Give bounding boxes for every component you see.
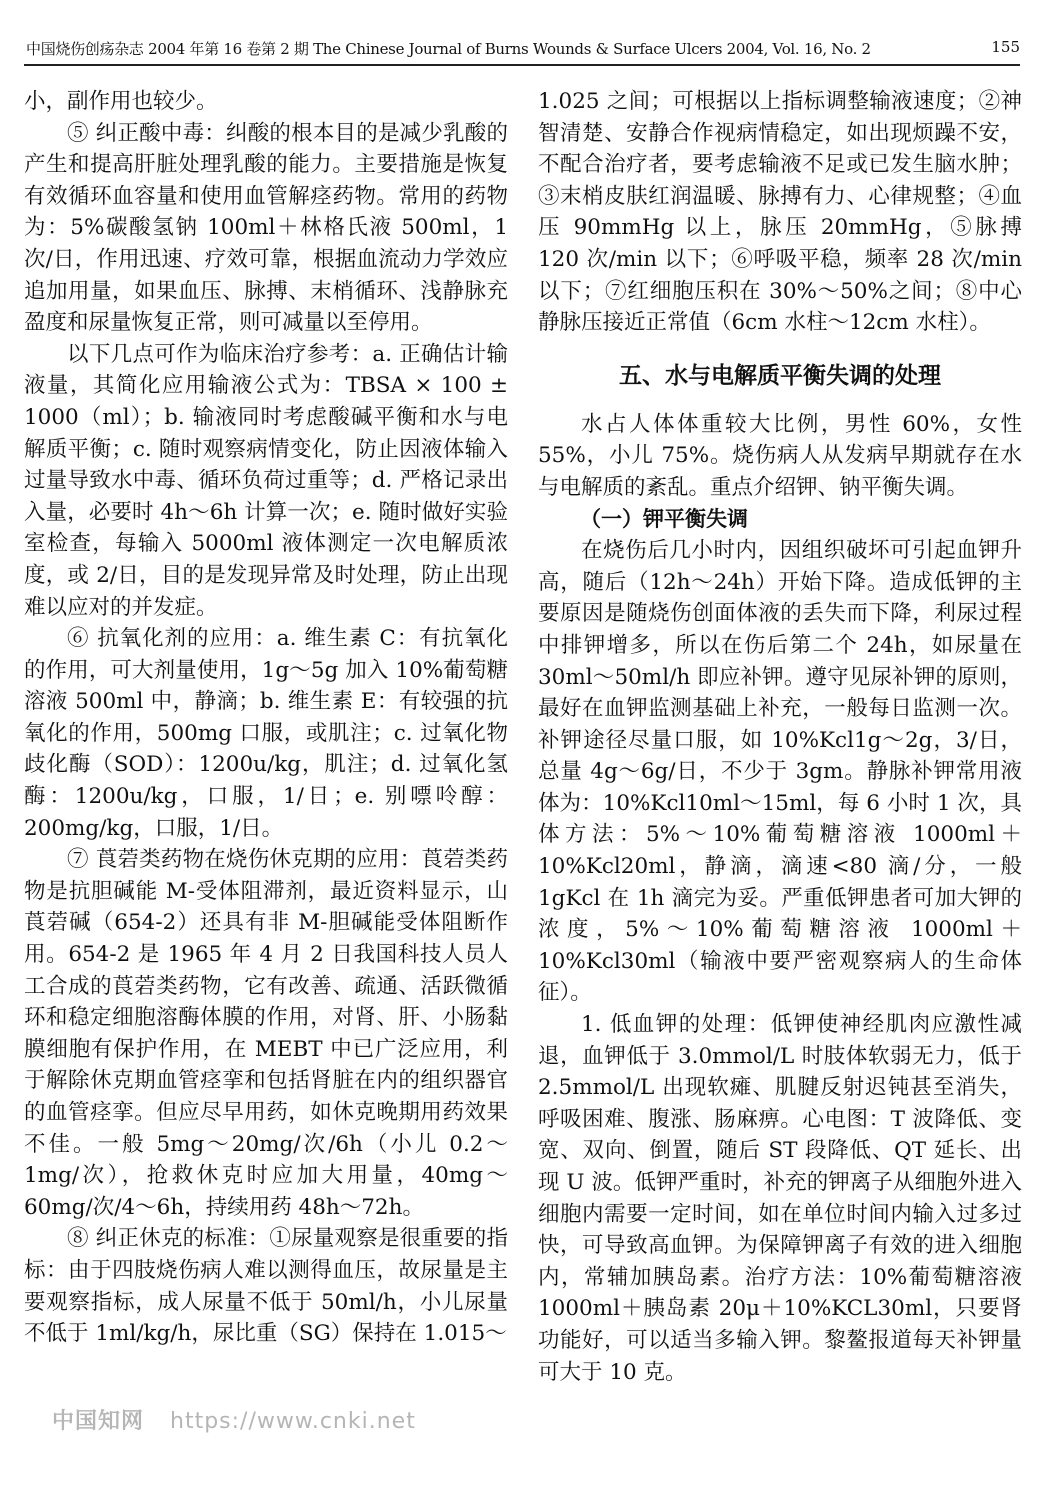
paragraph: 水占人体体重较大比例，男性 60%，女性 55%，小儿 75%。烧伤病人从发病早期就存在水与电解质的紊乱。重点介绍钾、钠平衡失调。 <box>538 411 1022 500</box>
paragraph: 以下几点可作为临床治疗参考：a. 正确估计输液量，其简化应用输液公式为：TBSA × 100 ± 1000（ml）；b. 输液同时考虑酸碱平衡和水与电解质平衡；c. 随时观察病情变化，防止因液体输入过量导致水中毒、循环负荷过重等；d. 严格记录出入量，必要时 4h～6h 计算一次；e. 随时做好实验室检查，每输入 5000ml 液体测定一次电解质浓度，或 2/日，目的是发现异常及时处理，防止出现难以应对的并发症。 <box>24 341 508 620</box>
running-header <box>24 34 1020 66</box>
running-head-text: 中国烧伤创疡杂志 2004 年第 16 卷第 2 期 The Chinese Journal of Burns Wounds & Surface Ulcers 2004, Vol. 16, No. 2 <box>26 40 871 58</box>
section-heading: 五、水与电解质平衡失调的处理 <box>619 362 941 389</box>
paragraph: 1. 低血钾的处理：低钾使神经肌肉应激性减退，血钾低于 3.0mmol/L 时肢体软弱无力，低于 2.5mmol/L 出现软瘫、肌腱反射迟钝甚至消失，呼吸困难、腹涨、肠麻痹。心电图：T 波降低、变宽、双向、倒置，随后 ST 段降低、QT 延长、出现 U 波。低钾严重时，补充的钾离子从细胞外进入细胞内需要一定时间，如在单位时间内输入过多过快，可导致高血钾。为保障钾离子有效的进入细胞内，常辅加胰岛素。治疗方法：10%葡萄糖溶液 1000ml＋胰岛素 20μ＋10%KCL30ml，只要肾功能好，可以适当多输入钾。黎鳌报道每天补钾量可大于 10 克。 <box>538 1012 1022 1385</box>
right-column <box>538 86 1022 1388</box>
page-number: 155 <box>991 38 1020 56</box>
left-column <box>24 86 508 1350</box>
paragraph: 小，副作用也较少。 <box>24 89 218 114</box>
paragraph: 在烧伤后几小时内，因组织破坏可引起血钾升高，随后（12h～24h）开始下降。造成低钾的主要原因是随烧伤创面体液的丢失而下降，利尿过程中排钾增多，所以在伤后第二个 24h，如尿量在 30ml～50ml/h 即应补钾。遵守见尿补钾的原则，最好在血钾监测基础上补充，一般每日监测一次。补钾途径尽量口服，如 10%Kcl1g～2g，3/日，总量 4g～6g/日，不少于 3gm。静脉补钾常用液体为：10%Kcl10ml～15ml，每 6 小时 1 次，具体方法：5%～10%葡萄糖溶液 1000ml＋10%Kcl20ml，静滴，滴速<80 滴/分，一般 1gKcl 在 1h 滴完为妥。严重低钾患者可加大钾的浓度，5%～10%葡萄糖溶液 1000ml＋10%Kcl30ml（输液中要严密观察病人的生命体征）。 <box>538 538 1022 1006</box>
paragraph: ⑧ 纠正休克的标准：①尿量观察是很重要的指标：由于四肢烧伤病人难以测得血压，故尿量是主要观察指标，成人尿量不低于 50ml/h，小儿尿量不低于 1ml/kg/h，尿比重（SG）保持在 1.015～ <box>24 1226 508 1347</box>
paragraph: ⑤ 纠正酸中毒：纠酸的根本目的是减少乳酸的产生和提高肝脏处理乳酸的能力。主要措施是恢复有效循环血容量和使用血管解痉药物。常用的药物为：5%碳酸氢钠 100ml＋林格氏液 500ml，1 次/日，作用迅速、疗效可靠，根据血流动力学效应追加用量，如果血压、脉搏、末梢循环、浅静脉充盈度和尿量恢复正常，则可减量以至停用。 <box>24 120 508 336</box>
paragraph: ⑦ 莨菪类药物在烧伤休克期的应用：莨菪类药物是抗胆碱能 M-受体阻滞剂，最近资料显示，山莨菪碱（654-2）还具有非 M-胆碱能受体阻断作用。654-2 是 1965 年 4 月 2 日我国科技人员人工合成的莨菪类药物，它有改善、疏通、活跃微循环和稳定细胞溶酶体膜的作用，对肾、肝、小肠黏膜细胞有保护作用，在 MEBT 中已广泛应用，利于解除休克期血管痉挛和包括肾脏在内的组织器官的血管痉挛。但应尽早用药，如休克晚期用药效果不佳。一般 5mg～20mg/次/6h（小儿 0.2～1mg/次），抢救休克时应加大用量，40mg～60mg/次/4～6h，持续用药 48h～72h。 <box>24 847 508 1220</box>
subsection-heading: （一）钾平衡失调 <box>580 506 748 531</box>
cnki-watermark <box>52 1404 416 1435</box>
watermark-cn: 中国知网 <box>52 1409 145 1434</box>
watermark-url: https://www.cnki.net <box>170 1409 416 1434</box>
paragraph: ⑥ 抗氧化剂的应用：a. 维生素 C：有抗氧化的作用，可大剂量使用，1g～5g 加入 10%葡萄糖溶液 500ml 中，静滴；b. 维生素 E：有较强的抗氧化的作用，500mg 口服，或肌注；c. 过氧化物歧化酶（SOD）：1200u/kg，肌注；d. 过氧化氢酶：1200u/kg，口服，1/日；e. 别嘌呤醇：200mg/kg，口服，1/日。 <box>24 626 508 841</box>
paragraph: 1.025 之间；可根据以上指标调整输液速度；②神智清楚、安静合作视病情稳定，如出现烦躁不安，不配合治疗者，要考虑输液不足或已发生脑水肿；③末梢皮肤红润温暖、脉搏有力、心律规整；④血压 90mmHg 以上，脉压 20mmHg，⑤脉搏 120 次/min 以下；⑥呼吸平稳，频率 28 次/min 以下；⑦红细胞压积在 30%～50%之间；⑧中心静脉压接近正常值（6cm 水柱～12cm 水柱）。 <box>538 89 1022 336</box>
